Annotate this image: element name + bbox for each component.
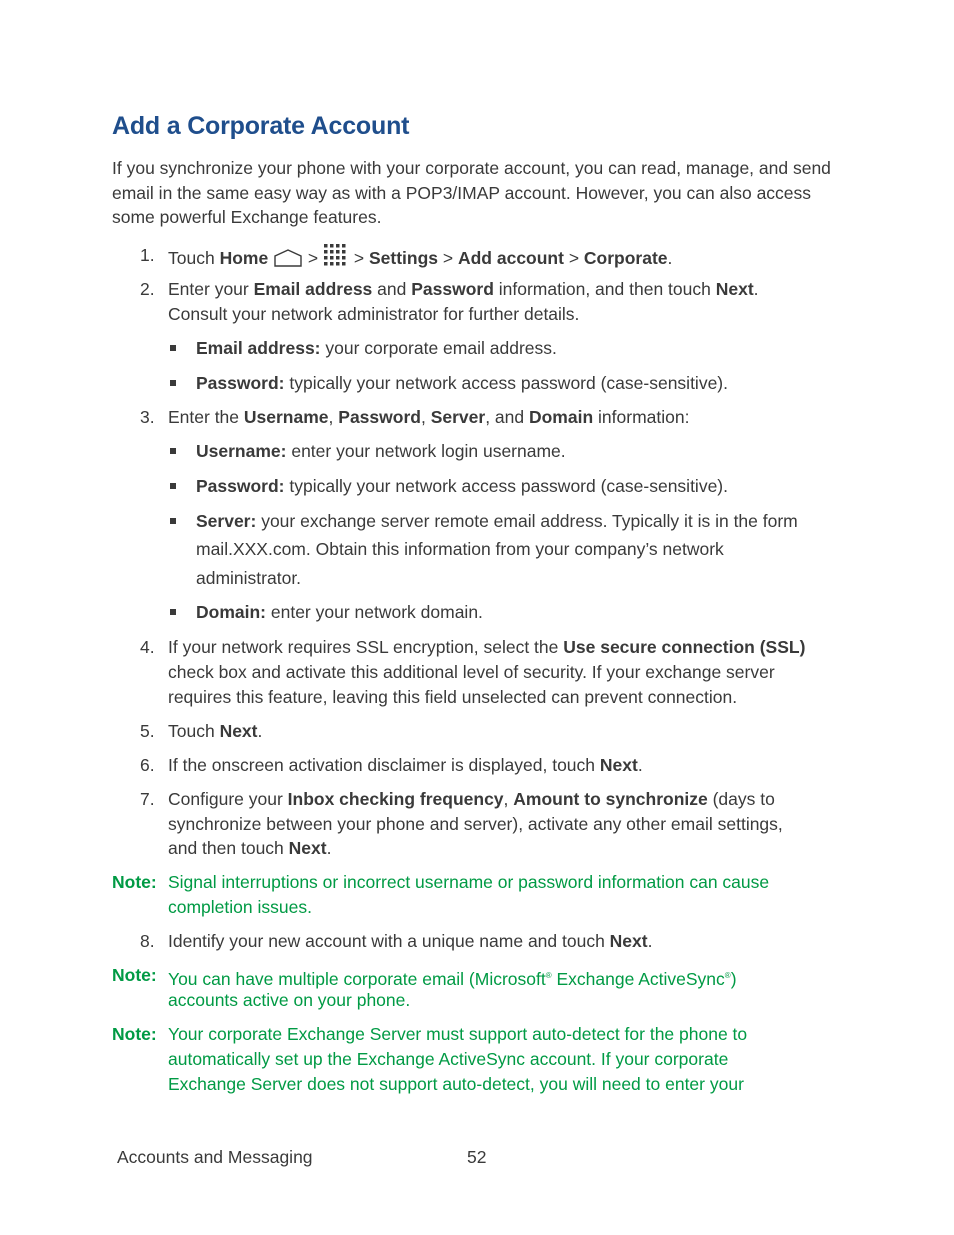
step-7: Configure your Inbox checking frequency, Amount to synchronize (days to (168, 789, 775, 809)
step-number: 7. (140, 789, 155, 809)
bullet-icon (170, 483, 176, 489)
note-3-line-3: Exchange Server does not support auto-detect, you will need to enter your (168, 1074, 744, 1094)
bullet-domain: Domain: enter your network domain. (196, 602, 483, 622)
note-3-line-1: Your corporate Exchange Server must support auto-detect for the phone to (168, 1024, 748, 1044)
note-2-line-1: You can have multiple corporate email (Microsoft® Exchange ActiveSync®) (168, 968, 737, 989)
note-1-line-2: completion issues. (168, 897, 312, 917)
note-1-line-1: Signal interruptions or incorrect username or password information can cause (168, 872, 770, 892)
step-2-line-2: Consult your network administrator for further details. (168, 304, 580, 324)
registered-mark: ® (724, 971, 731, 980)
step-number: 5. (140, 721, 155, 741)
note-label: Note: (112, 965, 157, 985)
step-number: 8. (140, 931, 155, 951)
home-icon (273, 249, 303, 274)
bullet-icon (170, 345, 176, 351)
intro-paragraph: If you synchronize your phone with your corporate account, you can read, manage, and send email in the same easy way as with a POP3/IMAP account. However, you can also access some powerful Exchange features. (112, 158, 831, 227)
step-1: Touch Home > > Settings > Add account > Corporate. (168, 243, 672, 274)
step-7-line-2: synchronize between your phone and server), activate any other email settings, (168, 814, 783, 834)
bullet-server-line-3: administrator. (196, 568, 302, 588)
step-7-line-3: and then touch Next. (168, 838, 332, 858)
footer-page-number: 52 (467, 1147, 487, 1167)
step-number: 6. (140, 755, 155, 775)
step-number: 2. (140, 279, 155, 299)
bullet-password: Password: typically your network access password (case-sensitive). (196, 373, 728, 393)
bullet-email: Email address: your corporate email address. (196, 338, 557, 358)
footer-section-title: Accounts and Messaging (117, 1147, 313, 1167)
step-number: 3. (140, 407, 155, 427)
bullet-icon (170, 518, 176, 524)
step-6: If the onscreen activation disclaimer is displayed, touch Next. (168, 755, 643, 775)
registered-mark: ® (545, 971, 552, 980)
step-3: Enter the Username, Password, Server, and Domain information: (168, 407, 690, 427)
step-number: 1. (140, 245, 155, 265)
step-4: If your network requires SSL encryption, select the Use secure connection (SSL) (168, 637, 806, 657)
step-4-line-3: requires this feature, leaving this field unselected can prevent connection. (168, 687, 738, 707)
apps-grid-icon (323, 243, 349, 274)
bullet-icon (170, 609, 176, 615)
note-label: Note: (112, 1024, 157, 1044)
bullet-icon (170, 448, 176, 454)
page-title: Add a Corporate Account (112, 112, 410, 140)
step-number: 4. (140, 637, 155, 657)
bullet-icon (170, 380, 176, 386)
note-3-line-2: automatically set up the Exchange ActiveSync account. If your corporate (168, 1049, 729, 1069)
bullet-server: Server: your exchange server remote email address. Typically it is in the form (196, 511, 798, 531)
bullet-username: Username: enter your network login username. (196, 441, 566, 461)
step-5: Touch Next. (168, 721, 263, 741)
bullet-server-line-2: mail.XXX.com. Obtain this information from your company’s network (196, 539, 724, 559)
step-4-line-2: check box and activate this additional level of security. If your exchange server (168, 662, 775, 682)
step-2: Enter your Email address and Password information, and then touch Next. (168, 279, 759, 299)
step-8: Identify your new account with a unique name and touch Next. (168, 931, 653, 951)
note-label: Note: (112, 872, 157, 892)
note-2-line-2: accounts active on your phone. (168, 990, 411, 1010)
bullet-password: Password: typically your network access password (case-sensitive). (196, 476, 728, 496)
